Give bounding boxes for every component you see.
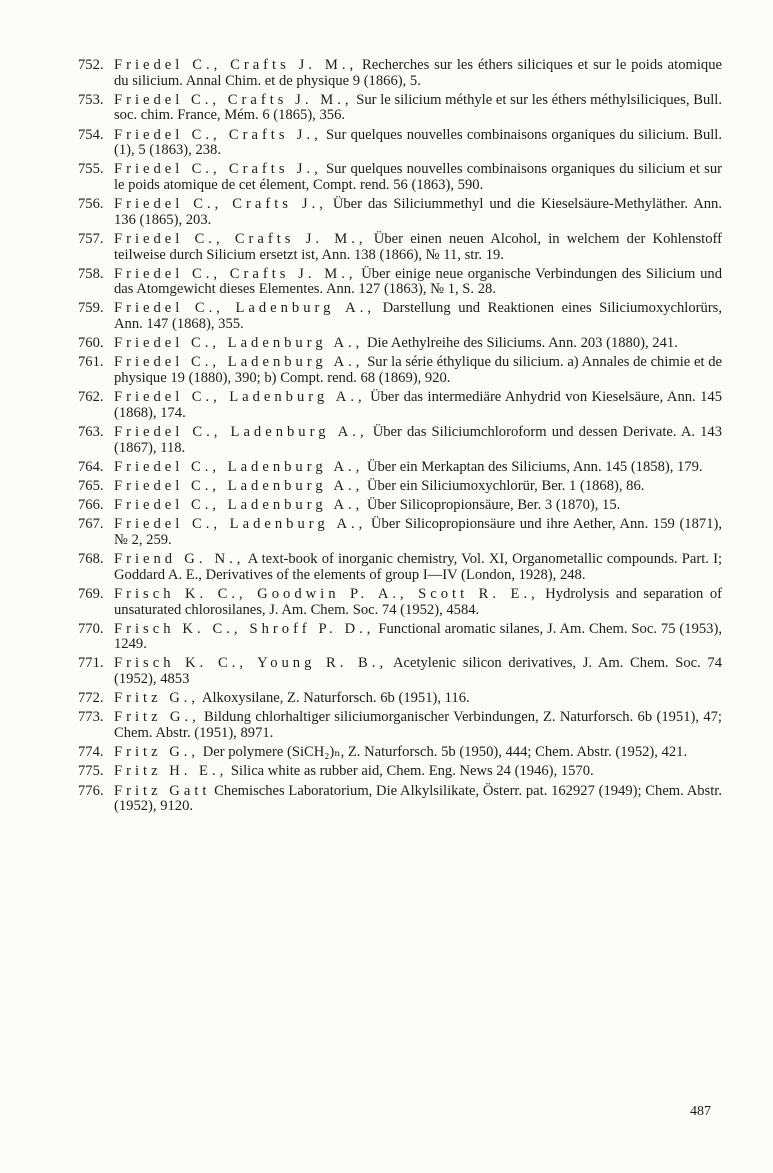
reference-number: 771. xyxy=(78,655,104,672)
reference-text: Über das Siliciumchloroform und dessen Derivate. A. 143 (1867), 118. xyxy=(114,424,722,456)
reference-author: Friedel C., Ladenburg A., xyxy=(114,497,364,514)
reference-number: 760. xyxy=(78,335,104,352)
reference-author: Fritz G., xyxy=(114,690,200,707)
reference-author: Friend G. N., xyxy=(114,551,245,568)
reference-author: Friedel C., Crafts J., xyxy=(114,126,322,143)
reference-number: 768. xyxy=(78,551,104,568)
reference-text: Chemisches Laboratorium, Die Alkylsilikate, Österr. pat. 162927 (1949); Chem. Abstr. (1952), 9120. xyxy=(114,782,722,815)
reference-author: Fritz H. E., xyxy=(114,763,228,780)
reference-text: Recherches sur les éthers siliciques et sur le poids atomique du silicium. Annal Chim. et de physique 9 (1866), 5. xyxy=(114,57,722,89)
reference-item xyxy=(80,517,722,548)
reference-item xyxy=(80,390,722,421)
reference-text: Silica white as rubber aid, Chem. Eng. News 24 (1946), 1570. xyxy=(230,763,594,780)
reference-text: Alkoxysilane, Z. Naturforsch. 6b (1951), 116. xyxy=(201,690,470,707)
reference-number: 764. xyxy=(78,458,104,475)
reference-item xyxy=(80,301,722,332)
reference-item xyxy=(80,656,722,687)
reference-item xyxy=(80,460,722,476)
reference-author: Friedel C., Crafts J. M., xyxy=(114,57,358,73)
reference-item xyxy=(80,784,722,815)
reference-text: Sur quelques nouvelles combinaisons organiques du silicium. Bull. (1), 5 (1863), 238. xyxy=(114,126,722,159)
reference-text: Der polymere (SiCH₂)ₙ, Z. Naturforsch. 5b (1950), 444; Chem. Abstr. (1952), 421. xyxy=(202,744,688,761)
reference-author: Friedel C., Crafts J., xyxy=(114,196,327,213)
reference-text: Über ein Siliciumoxychlorür, Ber. 1 (1868), 86. xyxy=(366,477,645,494)
reference-number: 772. xyxy=(78,690,104,707)
reference-item xyxy=(80,710,722,741)
reference-text: Sur la série éthylique du silicium. a) Annales de chimie et de physique 19 (1880), 390; b) Compt. rend. 68 (1869), 920. xyxy=(114,354,722,387)
reference-author: Friedel C., Ladenburg A., xyxy=(114,335,364,352)
reference-item xyxy=(80,58,722,89)
reference-number: 770. xyxy=(78,620,104,637)
reference-item xyxy=(80,128,722,159)
reference-number: 756. xyxy=(78,196,104,213)
reference-author: Frisch K. C., Shroff P. D., xyxy=(114,620,375,637)
reference-author: Friedel C., Ladenburg A., xyxy=(114,389,366,406)
reference-item xyxy=(80,355,722,386)
reference-author: Friedel C., Crafts J. M., xyxy=(114,265,357,282)
reference-number: 773. xyxy=(78,709,104,726)
reference-number: 752. xyxy=(78,57,104,73)
reference-author: Friedel C., Ladenburg A., xyxy=(114,516,367,533)
reference-number: 754. xyxy=(78,126,104,143)
reference-item xyxy=(80,552,722,583)
reference-author: Fritz Gatt xyxy=(114,782,211,799)
reference-number: 759. xyxy=(78,300,104,317)
reference-number: 753. xyxy=(78,91,104,108)
reference-author: Friedel C., Ladenburg A., xyxy=(114,477,364,494)
reference-item xyxy=(80,232,722,263)
reference-item xyxy=(80,479,722,495)
reference-author: Friedel C., Crafts J. M., xyxy=(114,91,353,108)
reference-text: Sur le silicium méthyle et sur les éthers méthylsiliciques, Bull. soc. chim. France, Mém. 6 (1865), 356. xyxy=(114,91,722,124)
reference-text: Über das intermediäre Anhydrid von Kieselsäure, Ann. 145 (1868), 174. xyxy=(114,389,723,421)
reference-text: Über einige neue organische Verbindungen des Silicium und das Atomgewicht dieses Elementes. Ann. 127 (1863), № 1, S. 28. xyxy=(114,265,722,298)
reference-number: 761. xyxy=(78,354,104,371)
page-number: 487 xyxy=(690,1104,711,1119)
reference-text: Sur quelques nouvelles combinaisons organiques du silicium et sur le poids atomique de cet élement, Compt. rend. 56 (1863), 590. xyxy=(114,161,722,193)
reference-item xyxy=(80,425,722,456)
reference-author: Friedel C., Ladenburg A., xyxy=(114,354,364,371)
reference-text: Darstellung und Reaktionen eines Siliciumoxychlorürs, Ann. 147 (1868), 355. xyxy=(114,300,723,333)
reference-item xyxy=(80,93,722,124)
reference-text: A text-book of inorganic chemistry, Vol. XI, Organometallic compounds. Part. I; Goddard A. E., Derivatives of the elements of group I—IV (London, 1928), 248. xyxy=(114,551,722,583)
reference-text: Über ein Merkaptan des Siliciums, Ann. 145 (1858), 179. xyxy=(366,458,703,475)
reference-item xyxy=(80,267,722,298)
reference-item xyxy=(80,587,722,618)
reference-text: Die Aethylreihe des Siliciums. Ann. 203 (1880), 241. xyxy=(366,335,678,352)
reference-number: 767. xyxy=(78,516,104,533)
reference-list xyxy=(80,58,722,818)
reference-item xyxy=(80,498,722,514)
reference-item xyxy=(80,622,722,653)
reference-author: Friedel C., Ladenburg A., xyxy=(114,424,368,440)
reference-author: Friedel C., Crafts J., xyxy=(114,161,322,178)
reference-author: Frisch K. C., Young R. B., xyxy=(114,655,388,672)
reference-number: 766. xyxy=(78,497,104,514)
reference-number: 762. xyxy=(78,389,104,406)
reference-text: Hydrolysis and separation of unsaturated chlorosilanes, J. Am. Chem. Soc. 74 (1952), 4584. xyxy=(114,585,723,618)
reference-author: Friedel C., Ladenburg A., xyxy=(114,458,364,475)
reference-text: Functional aromatic silanes, J. Am. Chem. Soc. 75 (1953), 1249. xyxy=(114,620,722,653)
reference-text: Über Silicopropionsäure und ihre Aether, Ann. 159 (1871), № 2, 259. xyxy=(114,516,723,548)
reference-number: 765. xyxy=(78,477,104,494)
reference-number: 758. xyxy=(78,265,104,282)
reference-number: 774. xyxy=(78,744,104,761)
reference-number: 769. xyxy=(78,585,104,602)
reference-text: Acetylenic silicon derivatives, J. Am. Chem. Soc. 74 (1952), 4853 xyxy=(114,655,722,688)
reference-item xyxy=(80,197,722,228)
reference-author: Fritz G., xyxy=(114,744,200,761)
reference-number: 757. xyxy=(78,230,104,247)
reference-item xyxy=(80,691,722,707)
reference-author: Friedel C., Ladenburg A., xyxy=(114,300,375,317)
reference-text: Bildung chlorhaltiger siliciumorganischer Verbindungen, Z. Naturforsch. 6b (1951), 47; Chem. Abstr. (1951), 8971. xyxy=(114,709,722,742)
reference-text: Über das Siliciummethyl und die Kieselsäure-Methyläther. Ann. 136 (1865), 203. xyxy=(114,196,722,228)
reference-text: Über einen neuen Alcohol, in welchem der Kohlenstoff teilweise durch Silicium ersetzt ist, Ann. 138 (1866), № 11, str. 19. xyxy=(114,230,722,263)
reference-number: 776. xyxy=(78,782,104,799)
reference-item xyxy=(80,764,722,780)
reference-number: 755. xyxy=(78,161,104,178)
reference-text: Über Silicopropionsäure, Ber. 3 (1870), 15. xyxy=(366,497,621,514)
reference-item xyxy=(80,162,722,193)
reference-item xyxy=(80,336,722,352)
reference-author: Frisch K. C., Goodwin P. A., Scott R. E., xyxy=(114,585,539,602)
reference-number: 763. xyxy=(78,424,104,440)
reference-author: Fritz G., xyxy=(114,709,200,726)
reference-number: 775. xyxy=(78,763,104,780)
reference-item xyxy=(80,745,722,761)
reference-author: Friedel C., Crafts J. M., xyxy=(114,230,367,247)
